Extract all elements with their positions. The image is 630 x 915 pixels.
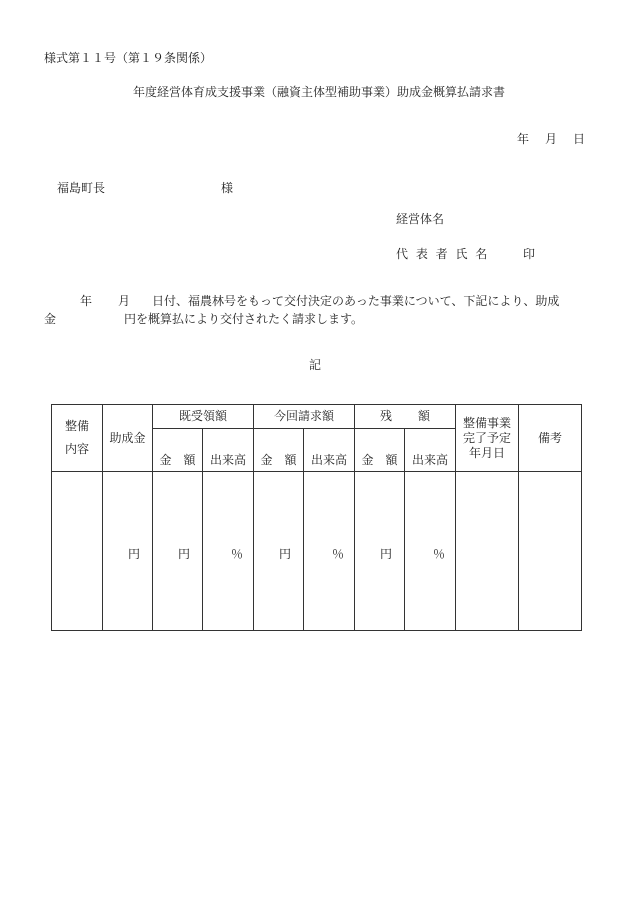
- unit-yen-current: 円: [279, 546, 292, 561]
- header-balance-a: 残: [380, 409, 393, 423]
- sub-progress-current: 出来高: [304, 429, 355, 472]
- header-balance-b: 額: [418, 409, 431, 423]
- header-current: 今回請求額: [254, 405, 355, 429]
- sub-progress-balance: 出来高: [405, 429, 456, 472]
- seal-mark: 印: [523, 247, 536, 261]
- header-content-line-1: 整備: [64, 419, 89, 433]
- cell-received-progress[interactable]: [203, 472, 254, 631]
- addressee-name: 福島町長: [57, 181, 106, 195]
- sub-amount-balance-a: 金: [361, 453, 374, 467]
- sub-amount-received: [153, 429, 203, 472]
- unit-yen-balance: 円: [380, 546, 393, 561]
- header-completion: [456, 405, 519, 472]
- sub-amount-balance: [355, 429, 405, 472]
- sub-amount-received-b: 額: [183, 453, 196, 467]
- sub-amount-current-b: 額: [284, 453, 297, 467]
- date-year: 年: [517, 132, 530, 146]
- unit-yen-subsidy: 円: [127, 546, 140, 561]
- unit-pct-received: ％: [231, 546, 244, 561]
- unit-pct-balance: ％: [433, 546, 446, 561]
- sub-progress-received: 出来高: [203, 429, 254, 472]
- date-line: [517, 132, 585, 146]
- header-received: 既受領額: [153, 405, 254, 429]
- sub-amount-received-a: 金: [159, 453, 172, 467]
- sub-amount-balance-b: 額: [385, 453, 398, 467]
- header-content: [52, 405, 103, 472]
- applicant-org-label: 経営体名: [396, 212, 445, 226]
- addressee-honorific: 様: [221, 181, 234, 195]
- ki-heading: 記: [309, 358, 322, 372]
- header-subsidy: 助成金: [103, 405, 153, 472]
- body-month: 月: [118, 294, 131, 308]
- sub-amount-current-a: 金: [260, 453, 273, 467]
- applicant-rep-label: 代 表 者 氏 名: [396, 247, 490, 261]
- header-completion-line-3: 年月日: [469, 445, 506, 460]
- body-line-2-text: 円を概算払により交付されたく請求します。: [124, 312, 364, 326]
- header-remarks: 備考: [519, 405, 582, 472]
- sub-amount-current: [254, 429, 304, 472]
- cell-completion-date[interactable]: [456, 472, 519, 631]
- cell-received-amount[interactable]: [153, 472, 203, 631]
- unit-pct-current: ％: [332, 546, 345, 561]
- body-line-1-text: 日付、福農林号をもって交付決定のあった事業について、下記により、助成: [152, 294, 560, 308]
- date-day: 日: [573, 132, 586, 146]
- cell-current-progress[interactable]: [304, 472, 355, 631]
- cell-subsidy[interactable]: [103, 472, 153, 631]
- header-completion-line-2: 完了予定: [463, 430, 512, 445]
- cell-remarks[interactable]: [519, 472, 582, 631]
- unit-yen-received: 円: [177, 546, 190, 561]
- request-table: [51, 404, 582, 631]
- document-title: 年度経営体育成支援事業（融資主体型補助事業）助成金概算払請求書: [133, 85, 506, 99]
- cell-content[interactable]: [52, 472, 103, 631]
- body-line-1: [80, 294, 559, 308]
- date-month: 月: [545, 132, 558, 146]
- form-number: 様式第１１号（第１９条関係）: [44, 51, 213, 65]
- body-line-2: [44, 312, 363, 326]
- cell-balance-progress[interactable]: [405, 472, 456, 631]
- header-content-line-2: 内容: [64, 442, 89, 456]
- header-balance: [355, 405, 456, 429]
- header-completion-line-1: 整備事業: [463, 415, 512, 430]
- body-year: 年: [80, 294, 93, 308]
- cell-current-amount[interactable]: [254, 472, 304, 631]
- cell-balance-amount[interactable]: [355, 472, 405, 631]
- body-kin: 金: [44, 312, 57, 326]
